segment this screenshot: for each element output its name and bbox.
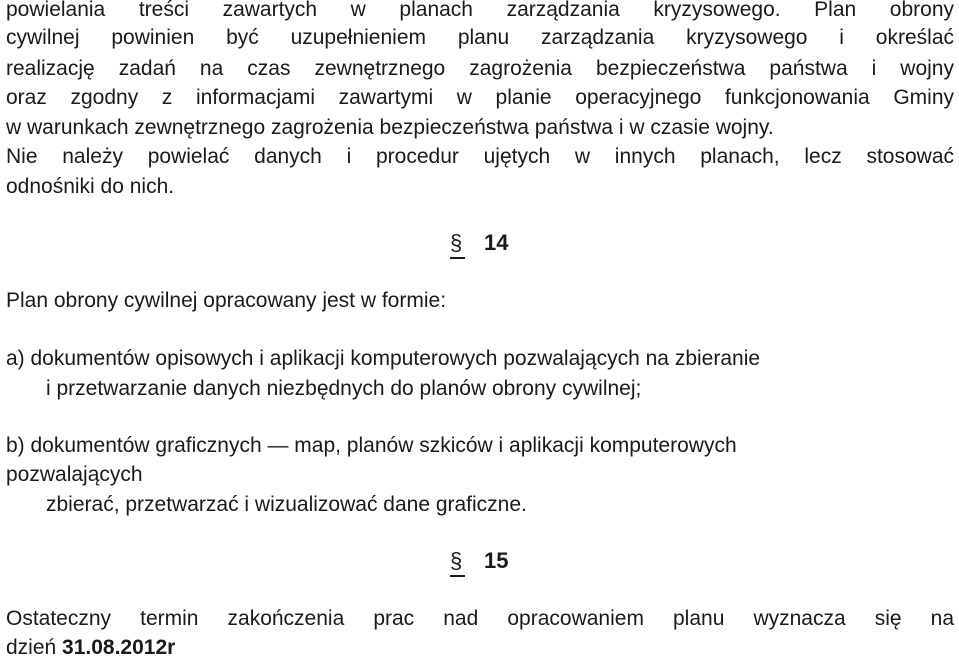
item-b-line-3: zbierać, przetwarzać i wizualizować dane graficzne.: [46, 493, 527, 516]
intro-line-6: Nie należy powielać danych i procedur ujętych w innych planach, lecz stosować: [6, 145, 954, 168]
intro-line-3: realizację zadań na czas zewnętrznego zagrożenia bezpieczeństwa państwa i wojny: [6, 57, 954, 80]
item-b-line-2: pozwalających: [6, 463, 143, 486]
item-a-line-1: a) dokumentów opisowych i aplikacji komputerowych pozwalających na zbieranie: [6, 347, 761, 370]
intro-line-1: powielania treści zawartych w planach zarządzania kryzysowego. Plan obrony: [6, 0, 954, 21]
deadline-date: 31.08.2012r: [62, 636, 176, 659]
section-14-heading: [450, 230, 508, 256]
section-15-heading: [450, 548, 508, 574]
section-underline: [450, 257, 465, 259]
date-prefix: dzień: [6, 636, 63, 659]
section-underline: [450, 575, 465, 577]
intro-line-2: cywilnej powinien być uzupełnieniem planu zarządzania kryzysowego i określać: [6, 26, 954, 49]
section-sign-glyph: §: [450, 230, 463, 255]
section-14-number: 14: [484, 230, 509, 255]
item-b-line-1: b) dokumentów graficznych — map, planów szkiców i aplikacji komputerowych: [6, 434, 737, 457]
section-15-line-1: Ostateczny termin zakończenia prac nad opracowaniem planu wyznacza się na: [6, 607, 954, 630]
intro-line-4: oraz zgodny z informacjami zawartymi w planie operacyjnego funkcjonowania Gminy: [6, 86, 954, 109]
intro-line-5: w warunkach zewnętrznego zagrożenia bezpieczeństwa państwa i w czasie wojny.: [6, 116, 774, 139]
section-15-number: 15: [484, 548, 509, 573]
item-a-line-2: i przetwarzanie danych niezbędnych do planów obrony cywilnej;: [46, 377, 642, 400]
section-15-line-2: [6, 635, 954, 661]
section-14-lead: Plan obrony cywilnej opracowany jest w formie:: [6, 289, 447, 312]
section-symbol: [450, 230, 464, 256]
section-sign-glyph: §: [450, 548, 463, 573]
section-symbol: [450, 548, 464, 574]
intro-line-7: odnośniki do nich.: [6, 175, 175, 198]
